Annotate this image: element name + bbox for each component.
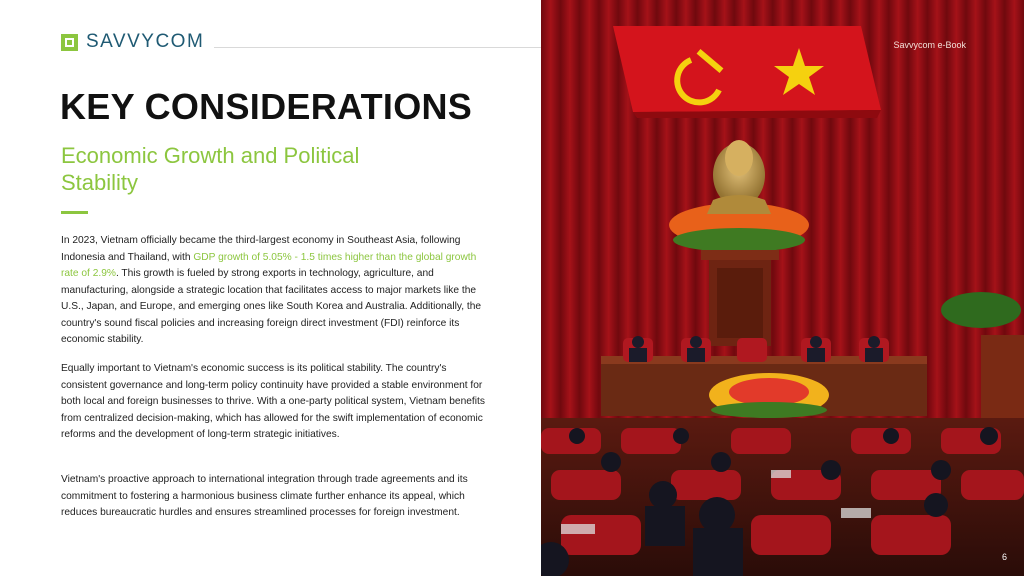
assembly-hall-illustration bbox=[541, 0, 1024, 576]
paragraph-political-stability: Equally important to Vietnam's economic success is its political stability. The country's consistent governance and long-term policy continuity have provided a stable environment for both local and foreign businesses to thrive. With a one-party political system, Vietnam benefits from centralized decision-making, which has allowed for the swift implementation of economic reforms and the development of long-term strategic initiatives. bbox=[61, 363, 485, 440]
logo-square-icon bbox=[61, 34, 78, 51]
assembly-hall-photo bbox=[541, 0, 1024, 576]
party-flag bbox=[613, 26, 881, 112]
brand-name: SAVVYCOM bbox=[86, 31, 205, 52]
ebook-label: Savvycom e-Book bbox=[893, 40, 966, 50]
gdp-highlight: GDP growth of 5.05% - 1.5 times higher than the global growth rate of 2.9% bbox=[61, 251, 477, 279]
paragraph-economy bbox=[61, 233, 489, 349]
page-title: KEY CONSIDERATIONS bbox=[60, 86, 473, 127]
paragraph-economy-rest: . This growth is fueled by strong exports in technology, agriculture, and manufacturing, alongside a strategic location that facilitates access to major markets like the U.S., Japan, and Europe, and emerging ones like South Korea and Australia. Additionally, the country's sound fiscal policies and increasing foreign direct investment (FDI) reinforce its economic stability. bbox=[61, 268, 482, 345]
accent-divider bbox=[61, 211, 88, 214]
section-subtitle: Economic Growth and Political Stability bbox=[61, 143, 360, 195]
brand-logo bbox=[61, 31, 204, 53]
page-number: 6 bbox=[1001, 552, 1007, 562]
potted-palm bbox=[941, 292, 1021, 328]
paragraph-economy-intro: In 2023, Vietnam officially became the third-largest economy in Southeast Asia, following Indonesia and Thailand, with bbox=[61, 235, 461, 263]
paragraph-integration: Vietnam's proactive approach to international integration through trade agreements and its commitment to fostering a harmonious business climate further enhance its appeal, which reduces bureaucratic hurdles and ensures streamlined processes for foreign investment. bbox=[61, 474, 468, 518]
